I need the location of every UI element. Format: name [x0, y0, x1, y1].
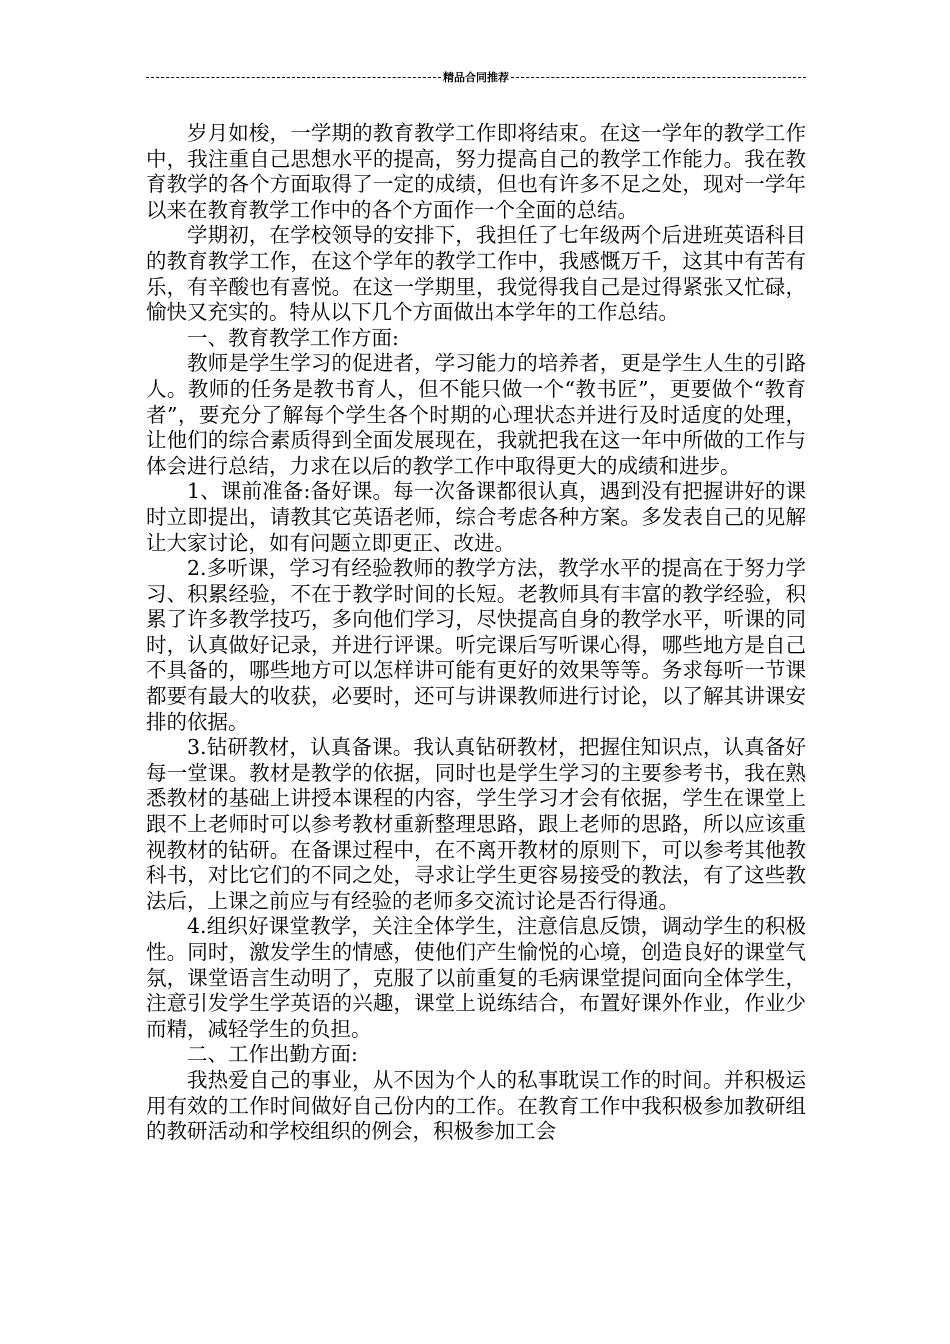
paragraph-intro: 岁月如梭，一学期的教育教学工作即将结束。在这一学年的教学工作中，我注重自己思想水平的提高，努力提高自己的教学工作能力。我在教育教学的各个方面取得了一定的成绩，但也有许多不足之处，现对一学年以来在教育教学工作中的各个方面作一个全面的总结。 [146, 121, 806, 222]
paragraph-teacher-role: 教师是学生学习的促进者，学习能力的培养者，更是学生人生的引路人。教师的任务是教书育人，但不能只做一个“教书匠”，更要做个“教育者”，要充分了解每个学生各个时期的心理状态并进行及时适度的处理，让他们的综合素质得到全面发展现在，我就把我在这一年中所做的工作与体会进行总结，力求在以后的教学工作中取得更大的成绩和进步。 [146, 351, 806, 478]
header-rule-right [511, 77, 806, 78]
paragraph-item-2: 2.多听课，学习有经验教师的教学方法，教学水平的提高在于努力学习、积累经验，不在于教学时间的长短。老教师具有丰富的教学经验，积累了许多教学技巧，多向他们学习，尽快提高自身的教学水平，听课的同时，认真做好记录，并进行评课。听完课后写听课心得，哪些地方是自己不具备的，哪些地方可以怎样讲可能有更好的效果等等。务求每听一节课都要有最大的收获，必要时，还可与讲课教师进行讨论，以了解其讲课安排的依据。 [146, 556, 806, 734]
header-label: 精品合同推荐 [443, 71, 509, 84]
paragraph-item-1: 1、课前准备:备好课。每一次备课都很认真，遇到没有把握讲好的课时立即提出，请教其它英语老师，综合考虑各种方案。多发表自己的见解让大家讨论，如有问题立即更正、改进。 [146, 479, 806, 555]
page-header [146, 68, 806, 86]
document-body [146, 121, 806, 1145]
paragraph-semester-start: 学期初，在学校领导的安排下，我担任了七年级两个后进班英语科目的教育教学工作，在这个学年的教学工作中，我感慨万千，这其中有苦有乐，有辛酸也有喜悦。在这一学期里，我觉得我自己是过得紧张又忙碌，愉快又充实的。特从以下几个方面做出本学年的工作总结。 [146, 223, 806, 325]
paragraph-attendance: 我热爱自己的事业，从不因为个人的私事耽误工作的时间。并积极运用有效的工作时间做好自己份内的工作。在教育工作中我积极参加教研组的教研活动和学校组织的例会，积极参加工会 [146, 1067, 806, 1144]
paragraph-item-3: 3.钻研教材，认真备课。我认真钻研教材，把握住知识点，认真备好每一堂课。教材是教学的依据，同时也是学生学习的主要参考书，我在熟悉教材的基础上讲授本课程的内容，学生学习才会有依据，学生在课堂上跟不上老师时可以参考教材重新整理思路，跟上老师的思路，所以应该重视教材的钻研。在备课过程中，在不离开教材的原则下，可以参考其他教科书，对比它们的不同之处，寻求让学生更容易接受的教法，有了这些教法后，上课之前应与有经验的老师多交流讨论是否行得通。 [146, 735, 806, 913]
paragraph-item-4: 4.组织好课堂教学，关注全体学生，注意信息反馈，调动学生的积极性。同时，激发学生的情感，使他们产生愉悦的心境，创造良好的课堂气氛，课堂语言生动明了，克服了以前重复的毛病课堂提问面向全体学生，注意引发学生学英语的兴趣，课堂上说练结合，布置好课外作业，作业少而精，减轻学生的负担。 [146, 914, 806, 1041]
section-heading-attendance: 二、工作出勤方面: [187, 1042, 358, 1067]
header-rule-left [146, 77, 441, 78]
section-heading-teaching: 一、教育教学工作方面: [187, 325, 399, 350]
